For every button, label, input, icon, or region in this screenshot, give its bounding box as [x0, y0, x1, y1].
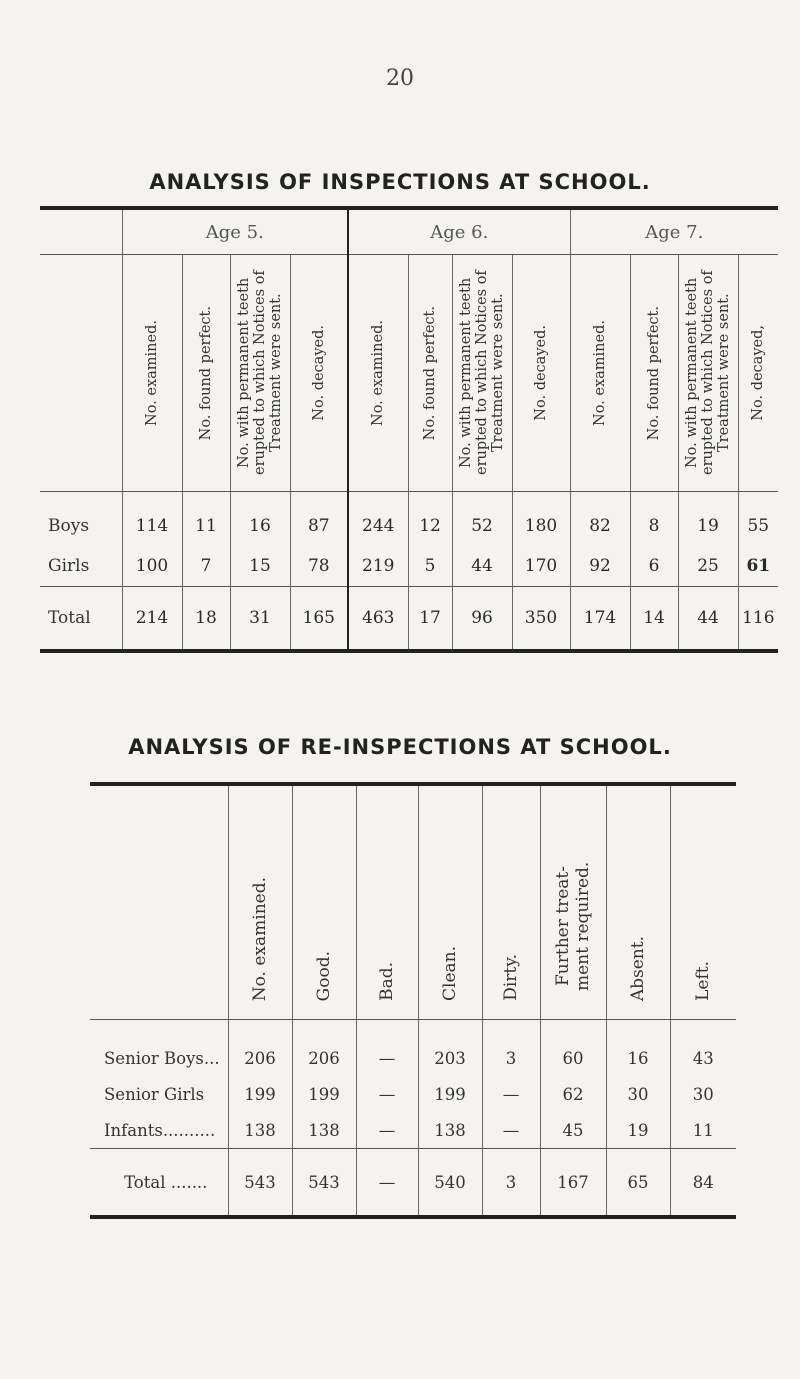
cell: 540 — [418, 1149, 482, 1218]
age6-examined-header: No. examined. — [370, 320, 387, 426]
cell: — — [356, 1076, 418, 1112]
corner-cell — [40, 208, 122, 255]
cell: 16 — [230, 492, 290, 547]
age7-examined-header: No. examined. — [592, 320, 609, 426]
row-label: Total — [40, 587, 122, 652]
cell: 174 — [570, 587, 630, 652]
absent-header: Absent. — [628, 935, 648, 1001]
cell: 116 — [738, 587, 778, 652]
age5-decayed-header: No. decayed. — [310, 325, 327, 421]
cell: 30 — [606, 1076, 670, 1112]
cell: 543 — [228, 1149, 292, 1218]
cell: 44 — [678, 587, 738, 652]
cell: 180 — [512, 492, 570, 547]
row-label: Boys — [48, 516, 90, 536]
age5-notices-header: No. with permanent teeth erupted to which Notices of Treatment were sent. — [236, 270, 284, 476]
table-row — [40, 492, 778, 547]
cell: 138 — [418, 1112, 482, 1149]
cell: — — [356, 1112, 418, 1149]
cell: 167 — [540, 1149, 606, 1218]
cell: 60 — [540, 1020, 606, 1077]
cell: 170 — [512, 546, 570, 587]
cell: 214 — [122, 587, 182, 652]
inspections-table — [40, 206, 778, 653]
row-label-header — [40, 255, 122, 492]
table-row — [40, 546, 778, 587]
row-label: Infants.......... — [104, 1120, 216, 1140]
cell: — — [482, 1076, 540, 1112]
cell: 15 — [230, 546, 290, 587]
reinspections-title: ANALYSIS OF RE-INSPECTIONS AT SCHOOL. — [128, 735, 672, 759]
page-number: 20 — [386, 66, 414, 91]
table-row-total — [90, 1149, 736, 1218]
cell: 44 — [452, 546, 512, 587]
cell: 219 — [348, 546, 408, 587]
age6-perfect-header: No. found perfect. — [422, 305, 439, 441]
cell: 199 — [228, 1076, 292, 1112]
cell: 45 — [540, 1112, 606, 1149]
age-6-header: Age 6. — [348, 208, 570, 255]
cell: 43 — [670, 1020, 736, 1077]
cell: 7 — [182, 546, 230, 587]
cell: 19 — [606, 1112, 670, 1149]
age7-notices-header: No. with permanent teeth erupted to which Notices of Treatment were sent. — [684, 270, 733, 476]
inspections-title: ANALYSIS OF INSPECTIONS AT SCHOOL. — [149, 170, 651, 194]
examined-header: No. examined. — [250, 876, 270, 1001]
bad-header: Bad. — [377, 962, 397, 1001]
cell: 18 — [182, 587, 230, 652]
age7-perfect-header: No. found perfect. — [646, 305, 663, 441]
cell: 138 — [292, 1112, 356, 1149]
cell: 30 — [670, 1076, 736, 1112]
cell: 463 — [348, 587, 408, 652]
cell: 244 — [348, 492, 408, 547]
cell: 92 — [570, 546, 630, 587]
cell: 206 — [228, 1020, 292, 1077]
cell: 206 — [292, 1020, 356, 1077]
age6-decayed-header: No. decayed. — [533, 325, 550, 421]
cell: 11 — [182, 492, 230, 547]
cell: 65 — [606, 1149, 670, 1218]
cell: 138 — [228, 1112, 292, 1149]
age-5-header: Age 5. — [122, 208, 348, 255]
age6-notices-header: No. with permanent teeth erupted to which Notices of Treatment were sent. — [458, 270, 507, 476]
cell: 62 — [540, 1076, 606, 1112]
table-row — [90, 1076, 736, 1112]
row-label: Total ....... — [90, 1149, 228, 1218]
cell: 14 — [630, 587, 678, 652]
cell: 8 — [630, 492, 678, 547]
cell: 3 — [482, 1020, 540, 1077]
cell: 19 — [678, 492, 738, 547]
cell: 165 — [290, 587, 348, 652]
row-label-header — [90, 784, 228, 1020]
age5-examined-header: No. examined. — [144, 320, 160, 426]
cell: 5 — [408, 546, 452, 587]
cell: 16 — [606, 1020, 670, 1077]
cell: 350 — [512, 587, 570, 652]
cell: 114 — [122, 492, 182, 547]
cell: 25 — [678, 546, 738, 587]
table-row — [90, 1112, 736, 1149]
cell: 543 — [292, 1149, 356, 1218]
reinspections-table — [90, 782, 736, 1219]
cell: 82 — [570, 492, 630, 547]
cell: 199 — [292, 1076, 356, 1112]
cell: 100 — [122, 546, 182, 587]
cell: 6 — [630, 546, 678, 587]
row-label: Girls — [48, 556, 90, 576]
row-label: Senior Girls — [104, 1084, 205, 1104]
cell: — — [482, 1112, 540, 1149]
clean-header: Clean. — [440, 946, 460, 1001]
cell: 3 — [482, 1149, 540, 1218]
cell: 203 — [418, 1020, 482, 1077]
cell: 61 — [738, 546, 778, 587]
cell: 84 — [670, 1149, 736, 1218]
cell: 87 — [290, 492, 348, 547]
cell: 78 — [290, 546, 348, 587]
cell: 199 — [418, 1076, 482, 1112]
dirty-header: Dirty. — [501, 954, 521, 1001]
cell: — — [356, 1020, 418, 1077]
cell: 31 — [230, 587, 290, 652]
cell: 11 — [670, 1112, 736, 1149]
age-7-header: Age 7. — [570, 208, 778, 255]
cell: 12 — [408, 492, 452, 547]
cell: 17 — [408, 587, 452, 652]
further-treatment-header: Further treat- ment required. — [553, 861, 593, 991]
cell: 55 — [738, 492, 778, 547]
table-row — [90, 1020, 736, 1077]
age7-decayed-header: No. decayed, — [750, 325, 767, 421]
table-row-total — [40, 587, 778, 652]
cell: — — [356, 1149, 418, 1218]
left-header: Left. — [693, 961, 714, 1001]
cell: 96 — [452, 587, 512, 652]
age5-perfect-header: No. found perfect. — [198, 305, 214, 441]
cell: 52 — [452, 492, 512, 547]
row-label: Senior Boys... — [104, 1048, 220, 1068]
good-header: Good. — [314, 950, 334, 1001]
